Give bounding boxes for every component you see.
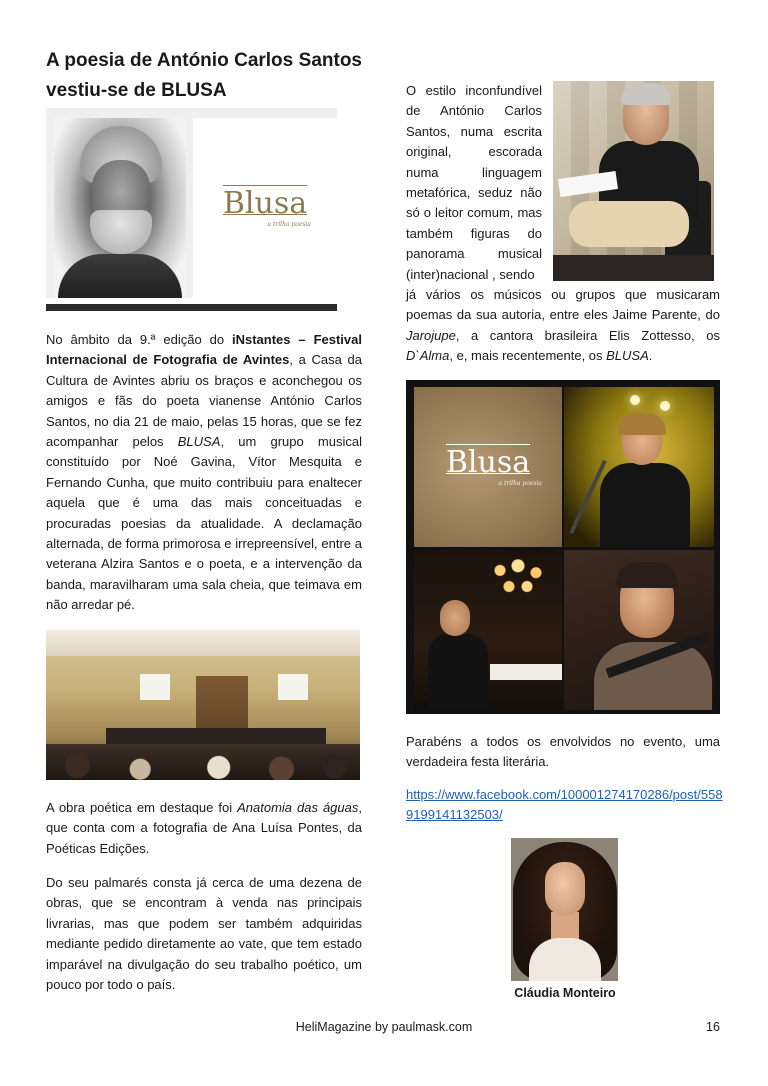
photo-wall-panel	[278, 674, 308, 700]
band-name: BLUSA	[606, 348, 649, 364]
facebook-post-link[interactable]: https://www.facebook.com/100001274170286/post/5589199141132503/	[406, 787, 723, 823]
blusa-logo-tagline: a trilha poesia	[498, 479, 542, 487]
paragraph-style-wrapped: O estilo inconfundível de António Carlos Santos, numa escrita original, escorada numa linguagem metafórica, seduz não só o leitor comum, mas também figuras do panorama musical (inter)nacional , sendo	[406, 83, 542, 282]
paragraph-intro	[46, 330, 362, 616]
photo-pianist-head	[440, 600, 470, 636]
text-run: A obra poética em destaque foi	[46, 800, 238, 815]
photo-audience	[46, 744, 360, 780]
text-run: , e, mais recentemente, os	[449, 348, 607, 364]
concert-photo	[46, 630, 360, 780]
author-face	[545, 862, 585, 916]
festival-name: iNstantes – Festival Internacional de Fotografia de Avintes	[46, 332, 362, 368]
band-name: BLUSA	[177, 434, 221, 450]
stage-light	[630, 395, 640, 405]
portrait-shoulders	[58, 254, 182, 298]
paragraph-congratulations: Parabéns a todos os envolvidos no evento, uma verdadeira festa literária.	[406, 734, 720, 770]
collage-bassist-photo	[564, 550, 714, 710]
paragraph-works: Do seu palmarés consta já cerca de uma dezena de obras, que se encontram à venda nas principais livrarias, mas que podem ser também adquiridas mediante pedido diretamente ao vate, que tem estado imparável na divulgação do seu trabalho poético, um pouco por todo o país.	[46, 875, 362, 993]
photo-bassist-hair	[616, 562, 678, 588]
author-name: Cláudia Monteiro	[514, 986, 616, 1000]
blusa-logo-panel	[193, 118, 337, 298]
paragraph-musicians	[406, 285, 720, 367]
photo-guitarist-body	[600, 463, 690, 547]
footer-magazine: HeliMagazine by paulmask.com	[295, 1020, 473, 1034]
paragraph-featured-work	[46, 798, 362, 859]
photo-chandelier	[488, 552, 548, 598]
hero-divider-bar	[46, 304, 337, 311]
text-run: já vários os músicos ou grupos que musicaram poemas da sua autoria, entre eles Jaime Parente, do	[406, 287, 720, 323]
photo-poet-legs	[569, 201, 689, 247]
band-name: Jarojupe	[406, 327, 456, 343]
band-name: D`Alma	[406, 348, 450, 364]
text-run: .	[648, 348, 653, 364]
portrait-beard	[90, 210, 152, 254]
photo-wall-panel	[140, 674, 170, 700]
text-run: , a cantora brasileira Elis Zottesso, os	[455, 327, 720, 343]
book-title: Anatomia das águas	[237, 800, 359, 815]
article-title: A poesia de António Carlos Santos vestiu-se de BLUSA	[46, 50, 362, 101]
band-photo-collage	[406, 380, 720, 714]
text-run: , um grupo musical constituído por Noé Gavina, Vítor Mesquita e Fernando Cunha, que muito contribuiu para enaltecer aquela que é uma das mais conceituadas e procuradas poesias da atualidade. A declamação alternada, de forma primorosa e irrepreensível, entre a veterana Alzira Santos e o poeta, e a intervenção da banda, maravilharam uma sala cheia, que teimava em não arredar pé.	[46, 434, 362, 613]
text-run: , a Casa da Cultura de Avintes abriu os braços e aconchegou os amigos e fãs do poeta vianense António Carlos Santos, no dia 21 de maio, pelas 15 horas, que se fez acompanhar pelos	[46, 352, 362, 450]
collage-guitarist-photo	[564, 387, 714, 547]
photo-ceiling	[46, 630, 360, 656]
text-run: , que conta com a fotografia de Ana Luísa Pontes, da Poéticas Edições.	[46, 800, 362, 856]
page-number: 16	[706, 1020, 720, 1034]
photo-keyboard	[490, 664, 562, 680]
photo-guitarist-hair	[618, 413, 666, 435]
blusa-logo: Blusa	[222, 185, 308, 221]
author-photo	[511, 838, 618, 981]
poet-portrait-image	[54, 118, 186, 298]
author-top	[529, 938, 601, 981]
stage-light	[660, 401, 670, 411]
text-run: No âmbito da 9.ª edição do	[46, 332, 232, 347]
poet-reading-photo	[553, 81, 714, 281]
photo-floor	[553, 255, 714, 281]
blusa-logo-tagline: a trilha poesia	[267, 220, 311, 228]
collage-pianist-photo	[414, 550, 562, 710]
hero-image-composite	[46, 108, 337, 306]
blusa-logo: Blusa	[445, 444, 531, 480]
photo-poet-hair	[621, 83, 671, 105]
collage-logo-tile	[414, 387, 562, 547]
photo-pianist-body	[428, 634, 488, 710]
